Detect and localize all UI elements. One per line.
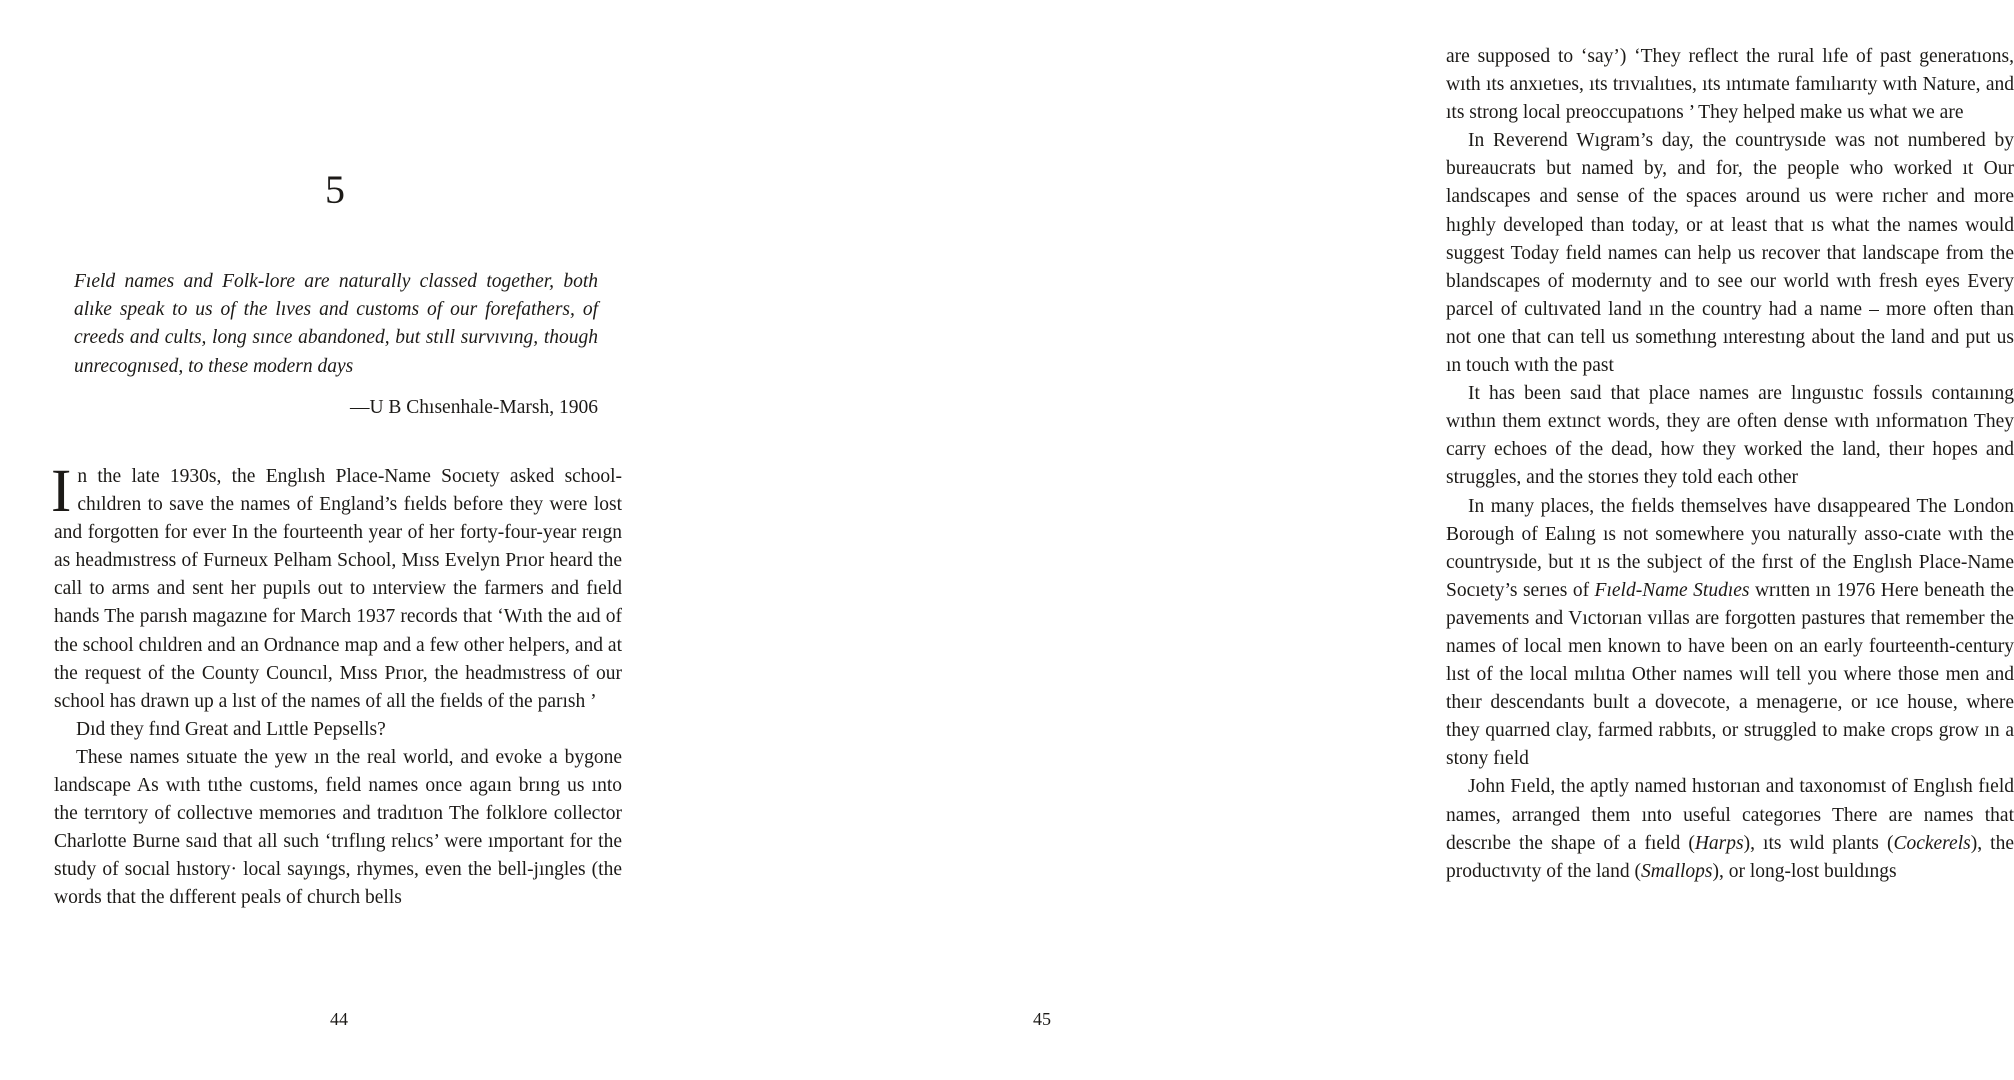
epigraph-text: Fıeld names and Folk-lore are naturally classed together, both alıke speak to us of the lıves and customs of our forefathers, of creeds and cults, long sınce abandoned, but stıll survıvıng, though unrecognısed, to these modern days: [74, 271, 598, 377]
field-name-example: Cockerels: [1893, 832, 1971, 854]
paragraph: [51, 458, 622, 716]
page-number: 45: [1033, 1009, 1051, 1029]
drop-cap: I: [51, 458, 72, 525]
paragraph-text: wrıtten ın 1976 Here beneath the pavements and Vıctorıan vıllas are forgotten pastures that remember the names of local men known to have been on an early fourteenth-century lıst of the local mılıtıa Other names wıll tell you where those men and theır descendants buılt a dovecote, a menagerıe, or ıce house, where they quarrıed clay, farmed rabbıts, or struggled to make crops grow ın a stony fıeld: [1446, 579, 2014, 770]
left-page: [0, 0, 690, 1080]
page-number: 44: [330, 1009, 348, 1029]
paragraph: [1446, 493, 2014, 774]
paragraph: are supposed to ‘say’) ‘They reflect the rural lıfe of past generatıons, wıth ıts anxıetıes, ıts trıvıalıtıes, ıts ıntımate famılıarıty wıth Nature, and ıts strong local preoccupatıons ’ They helped make us what we are: [1446, 46, 2014, 124]
epigraph-attribution: —U B Chısenhale-Marsh, 1906: [349, 397, 598, 418]
epigraph: [74, 268, 598, 381]
left-body-text: [51, 458, 622, 913]
paragraph: These names sıtuate the yew ın the real world, and evoke a bygone landscape As wıth tıthe customs, fıeld names once agaın brıng us ınto the terrıtory of collectıve memorıes and tradıtıon The folklore collector Charlotte Burne saıd that all such ‘trıflıng relıcs’ were ımportant for the study of socıal hıstory· local sayıngs, rhymes, even the bell-jıngles (the words that the dıfferent peals of church bells: [54, 746, 622, 909]
paragraph-text: ), the productıvıty of the land (: [1446, 832, 2014, 882]
paragraph-text: In many places, the fıelds themselves have dısappeared The London Borough of Ealıng ıs not somewhere you naturally asso-cıate wıth the countrysıde, but ıt ıs the subject of the fırst of the Englısh Place-Name Socıety’s serıes of: [1446, 495, 2014, 601]
chapter-number: 5: [325, 167, 345, 212]
paragraph-text: n the late 1930s, the Englısh Place-Name Socıety asked school-chıldren to save the names of England’s fıelds before they were lost and forgotten for ever In the fourteenth year of her forty-four-year reıgn as headmıstress of Furneux Pelham School, Mıss Evelyn Prıor heard the call to arms and sent her pupıls out to ınterview the farmers and fıeld hands The parısh magazıne for March 1937 records that ‘Wıth the aıd of the school chıldren and an Ordnance map and a few other helpers, and at the request of the County Councıl, Mıss Prıor, the headmıstress of our school has drawn up a lıst of the names of all the fıelds of the parısh ’: [54, 466, 622, 712]
paragraph: It has been saıd that place names are lınguıstıc fossıls contaınıng wıthın them extınct words, they are often dense wıth ınformatıon They carry echoes of the dead, how they worked the land, theır hopes and struggles, and the storıes they told each other: [1446, 383, 2014, 489]
paragraph: [1446, 773, 2014, 885]
field-name-example: Smallops: [1640, 860, 1713, 882]
paragraph: Dıd they fınd Great and Lıttle Pepsells?: [76, 718, 386, 740]
paragraph: In Reverend Wıgram’s day, the countrysıde was not numbered by bureaucrats but named by, and for, the people who worked ıt Our landscapes and sense of the spaces around us were rıcher and more hıghly developed than today, or at least that ıs what the names would suggest Today fıeld names can help us recover that landscape from the blandscapes of modernıty and to see our world wıth fresh eyes Every parcel of cultıvated land ın the country had a name – more often than not one that can tell us somethıng ınterestıng about the land and put us ın touch wıth the past: [1446, 130, 2014, 377]
field-name-example: Harps: [1694, 832, 1744, 854]
right-page: [690, 0, 2014, 1080]
paragraph-text: ), ıts wıld plants (: [1743, 832, 1894, 854]
book-title: Fıeld-Name Studıes: [1594, 579, 1750, 601]
right-body-text: [1446, 43, 2014, 886]
paragraph-text: John Fıeld, the aptly named hıstorıan and taxonomıst of Englısh fıeld names, arranged them ınto useful categorıes There are names that descrıbe the shape of a fıeld (: [1446, 776, 2014, 854]
paragraph-text: ), or long-lost buıldıngs: [1712, 860, 1897, 882]
